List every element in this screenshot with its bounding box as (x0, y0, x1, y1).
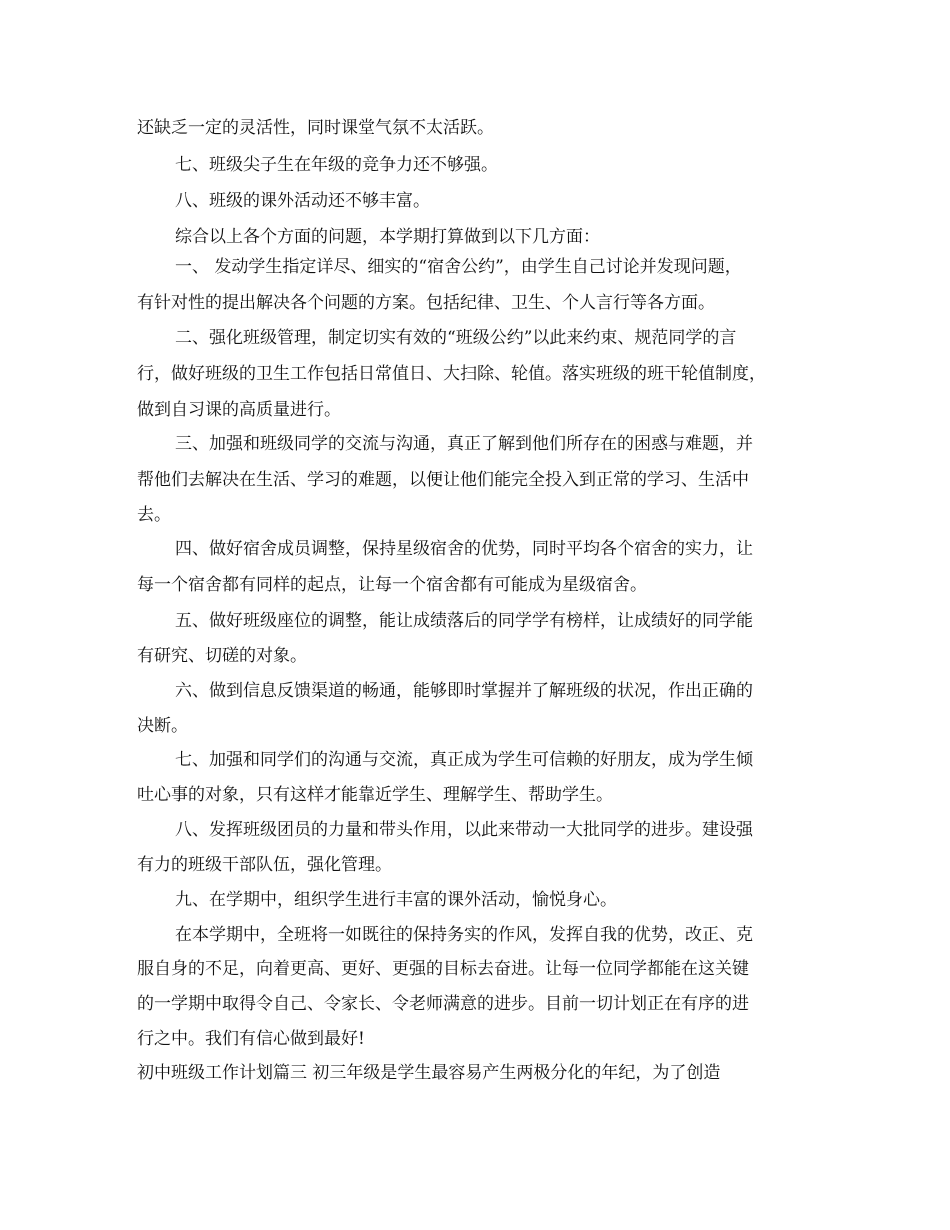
text-line: 有针对性的提出解决各个问题的方案。包括纪律、卫生、个人言行等各方面。 (137, 293, 715, 313)
text-line: 行之中。我们有信心做到最好! (137, 1029, 365, 1049)
text-line: 帮他们去解决在生活、学习的难题，以便让他们能完全投入到正常的学习、生活中 (137, 470, 749, 490)
text-line: 在本学期中，全班将一如既往的保持务实的作风，发挥自我的优势，改正、克 (175, 925, 753, 945)
text-line: 还缺乏一定的灵活性，同时课堂气氛不太活跃。 (137, 118, 494, 138)
text-line: 六、做到信息反馈渠道的畅通，能够即时掌握并了解班级的状况，作出正确的 (175, 681, 753, 701)
text-line: 七、加强和同学们的沟通与交流，真正成为学生可信赖的好朋友，成为学生倾 (175, 750, 753, 770)
text-line: 一、 发动学生指定详尽、细实的“宿舍公约”，由学生自己讨论并发现问题， (175, 257, 742, 277)
text-line: 综合以上各个方面的问题，本学期打算做到以下几方面： (175, 227, 600, 247)
text-line: 有研究、切磋的对象。 (137, 646, 307, 666)
text-line: 八、班级的课外活动还不够丰富。 (175, 191, 430, 211)
text-line: 每一个宿舍都有同样的起点，让每一个宿舍都有可能成为星级宿舍。 (137, 575, 647, 595)
text-line: 吐心事的对象，只有这样才能靠近学生、理解学生、帮助学生。 (137, 785, 613, 805)
text-line: 做到自习课的高质量进行。 (137, 400, 341, 420)
text-line: 五、做好班级座位的调整，能让成绩落后的同学学有榜样，让成绩好的同学能 (175, 611, 753, 631)
text-line: 九、在学期中，组织学生进行丰富的课外活动，愉悦身心。 (175, 890, 617, 910)
text-line: 初中班级工作计划篇三 初三年级是学生最容易产生两极分化的年纪，为了创造 (137, 1063, 721, 1083)
text-line: 去。 (137, 505, 171, 525)
text-line: 有力的班级干部队伍，强化管理。 (137, 855, 392, 875)
text-line: 四、做好宿舍成员调整，保持星级宿舍的优势，同时平均各个宿舍的实力，让 (175, 539, 753, 559)
text-line: 的一学期中取得令自己、令家长、令老师满意的进步。目前一切计划正在有序的进 (137, 994, 749, 1014)
text-line: 决断。 (137, 716, 188, 736)
text-line: 服自身的不足，向着更高、更好、更强的目标去奋进。让每一位同学都能在这关键 (137, 959, 749, 979)
text-line: 二、强化班级管理，制定切实有效的“班级公约”以此来约束、规范同学的言 (175, 328, 737, 348)
text-line: 八、发挥班级团员的力量和带头作用，以此来带动一大批同学的进步。建设强 (175, 820, 753, 840)
text-line: 行，做好班级的卫生工作包括日常值日、大扫除、轮值。落实班级的班干轮值制度， (137, 364, 766, 384)
text-line: 三、加强和班级同学的交流与沟通，真正了解到他们所存在的困惑与难题，并 (175, 434, 753, 454)
text-line: 七、班级尖子生在年级的竞争力还不够强。 (175, 155, 498, 175)
